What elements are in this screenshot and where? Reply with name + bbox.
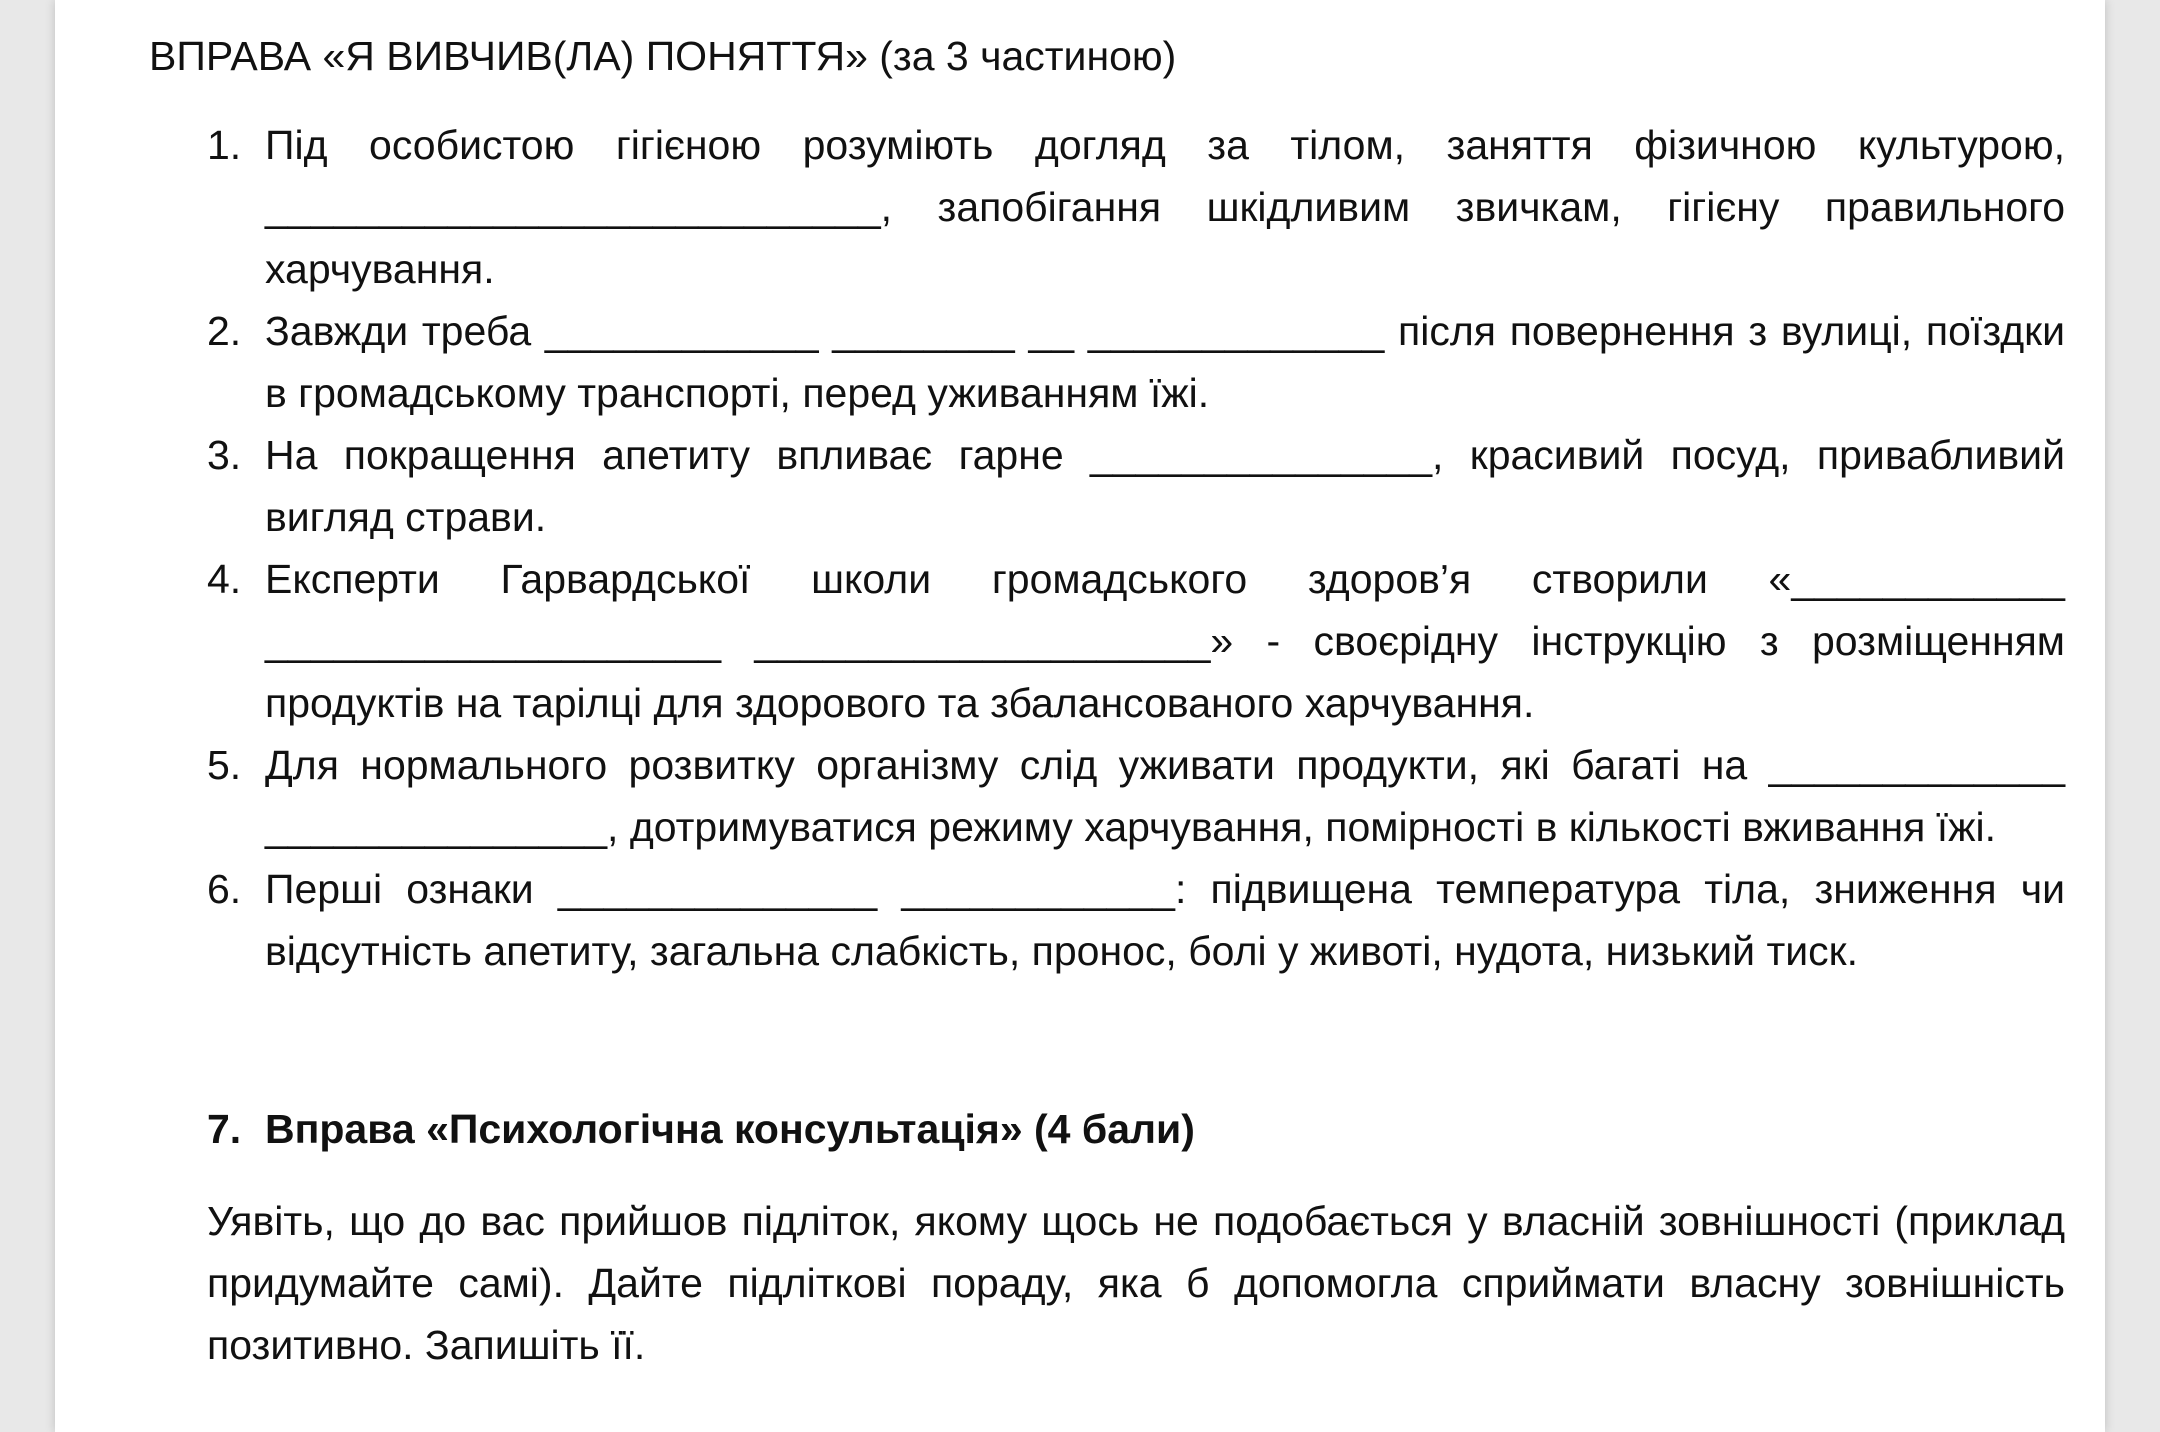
exercise-heading: ВПРАВА «Я ВИВЧИВ(ЛА) ПОНЯТТЯ» (за 3 частиною) xyxy=(149,33,1177,79)
exercise-7-title-text: Вправа «Психологічна консультація» (4 бали) xyxy=(265,1106,1195,1152)
list-item xyxy=(207,858,2065,982)
item-number: 4. xyxy=(207,556,242,602)
document-page xyxy=(55,0,2105,1432)
item-number: 3. xyxy=(207,432,242,478)
item-number: 1. xyxy=(207,122,242,168)
list-item xyxy=(207,548,2065,734)
item-number: 6. xyxy=(207,866,242,912)
item-number: 2. xyxy=(207,308,242,354)
item-text: Завжди треба ____________ ________ __ _____________ після повернення з вулиці, поїздки в громадському транспорті, перед уживанням їжі. xyxy=(265,308,2065,416)
item-text: На покращення апетиту впливає гарне _______________, красивий посуд, привабливий вигляд страви. xyxy=(265,432,2065,540)
item-number: 5. xyxy=(207,742,242,788)
item-text: Для нормального розвитку організму слід уживати продукти, які багаті на _____________ _______________, дотримуватися режиму харчування, помірності в кількості вживання їжі. xyxy=(265,742,2065,850)
exercise-7-title xyxy=(207,1098,1195,1160)
item-text: Експерти Гарвардської школи громадського здоров’я створили «____________ ____________________ ____________________» - своєрідну інструкцію з розміщенням продуктів на тарілці для здорового та збалансованого харчування. xyxy=(265,556,2065,726)
item-text: Під особистою гігієною розуміють догляд за тілом, заняття фізичною культурою, ___________________________, запобігання шкідливим звичкам, гігієну правильного харчування. xyxy=(265,122,2065,292)
list-item xyxy=(207,734,2065,858)
fill-in-list xyxy=(207,114,2065,982)
exercise-7-number: 7. xyxy=(207,1106,242,1152)
list-item xyxy=(207,300,2065,424)
item-text: Перші ознаки ______________ ____________: підвищена температура тіла, зниження чи відсутність апетиту, загальна слабкість, пронос, болі у животі, нудота, низький тиск. xyxy=(265,866,2065,974)
list-item xyxy=(207,114,2065,300)
exercise-7-task: Уявіть, що до вас прийшов підліток, якому щось не подобається у власній зовнішності (приклад придумайте самі). Дайте підліткові пораду, яка б допомогла сприймати власну зовнішність позитивно. Запишіть її. xyxy=(207,1198,2065,1368)
list-item xyxy=(207,424,2065,548)
